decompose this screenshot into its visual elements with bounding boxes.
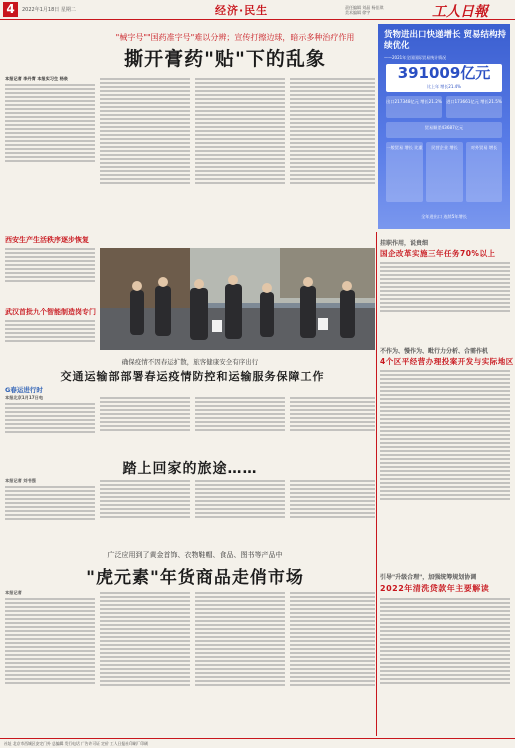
chunyun-tag: G春运进行时 [5,386,43,394]
ad-stat-cell: 对外贸易 增长 [466,142,502,202]
page-number: 4 [3,2,18,17]
lead-column-2 [100,76,190,241]
home-byline: 本报记者 刘书强 [5,478,36,483]
ad-amount-note: 比上年 增长21.4% [427,84,461,89]
right-sub1: 挂职作用，说贵细 [380,240,429,247]
lead-column-1 [5,76,95,226]
lead-kicker: "械字号""国药准字号"难以分辨；宣传打擦边球，暗示多种治疗作用 [115,33,355,42]
right-headline3: 2022年清洗贷款年主要解读 [380,584,490,593]
transport-byline: 本报北京1月17日电 [5,395,44,400]
home-column-2 [100,478,190,546]
home-column-1 [5,478,95,546]
ad-subtitle: ——2021年全国国际贸易统计情况 [384,55,447,60]
home-headline: 踏上回家的旅途…… [122,461,258,477]
ad-stat-cell: 一般贸易 增长 比重 [386,142,423,202]
lead-column-3 [195,76,285,241]
transport-column-3 [195,395,285,455]
bottom-column-1 [5,590,95,734]
brief2-headline: 武汉首批九个智能制造岗专门 [5,308,96,316]
ad-export-cell: 出口217348亿元 增长21.2% [386,96,442,118]
ad-stat-cell: 民营企业 增长 [426,142,463,202]
text-line [5,84,95,86]
transport-column-1 [5,395,95,455]
trade-statistics-ad [378,24,510,229]
transport-headline: 交通运输部部署春运疫情防控和运输服务保障工作 [60,370,325,383]
right-article2-body [380,368,510,568]
lead-headline: 撕开膏药"贴"下的乱象 [124,48,326,70]
right-headline1: 国企改革实施三年任务70%以上 [380,249,496,258]
lead-byline: 本报记者 李丹青 本报实习生 杨泉 [5,76,68,81]
lead-column-4 [290,76,375,241]
bottom-byline: 本报记者 [5,590,22,595]
right-article3-body [380,596,510,734]
column-divider [376,232,377,736]
photo-illustration [100,248,375,350]
bottom-headline: "虎元素"年货商品走俏市场 [86,568,304,588]
transport-column-2 [100,395,190,455]
ad-title: 货物进出口快递增长 贸易结构持续优化 [384,30,506,51]
home-column-4 [290,478,375,546]
home-column-3 [195,478,285,546]
bottom-column-2 [100,590,190,734]
ad-surplus-cell: 贸易顺差43687亿元 [386,122,502,138]
brief1-body [5,246,95,301]
bottom-kicker: 广泛应用到了黄金首饰、衣物鞋帽、食品、图书等产品中 [107,551,283,559]
brief1-headline: 西安生产生活秩序逐步恢复 [5,236,89,244]
ad-footer: 全年进出口 连续5年增长 [421,214,467,219]
newspaper-logo: 工人日報 [432,4,488,20]
masthead [0,0,515,20]
right-kicker2: 不作为、慢作为、毗行力分析、合需作机 [380,348,489,355]
editors [345,5,384,15]
ad-import-cell: 进口173661亿元 增长21.5% [446,96,502,118]
street-photo [100,248,375,350]
right-kicker3: 引导"升级合理"，加强统筹规划协调 [380,574,477,581]
page-footer: 社址 北京市西城区安定门外 总编辑 发行电话 广告许可证 定价 工人日报社印刷厂印刷 [0,738,515,748]
bottom-column-4 [290,590,375,734]
editor-line: 责任编辑 刘晶 杨佳琪 [345,5,384,10]
brief2-body [5,318,95,358]
bottom-column-3 [195,590,285,734]
transport-column-4 [290,395,375,455]
section-title: 经济·民生 [215,4,269,17]
right-article1-body [380,260,510,340]
right-headline2: 4个区平经营办理投案开发与实际地区 [380,357,514,366]
editor-line: 美术编辑 徐宇 [345,10,371,15]
ad-total-amount: 391009亿元 [386,64,502,92]
publication-date: 2022年1月18日 星期二 [22,7,76,13]
transport-kicker: 确保疫情不因春运扩散，旅客健康安全有序出行 [121,358,259,366]
